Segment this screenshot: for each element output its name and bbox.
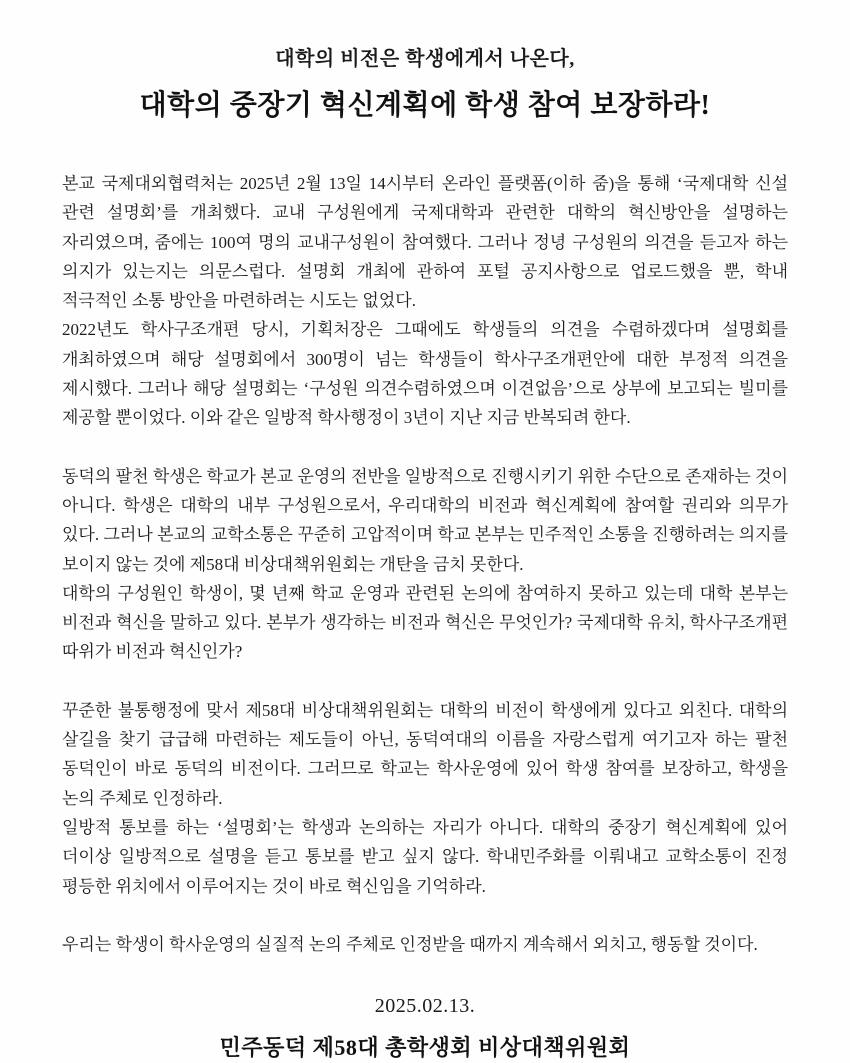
statement-date: 2025.02.13.	[374, 995, 476, 1018]
statement-signature: 민주동덕 제58대 총학생회 비상대책위원회	[219, 1035, 631, 1061]
paragraph-block-1	[62, 169, 788, 433]
paragraph-6: 일방적 통보를 하는 ‘설명회’는 학생과 논의하는 자리가 아니다. 대학의 중장기 혁신계획에 있어 더이상 일방적으로 설명을 듣고 통보를 받고 싶지 않다. 학내민주화를 이뤄내고 교학소통이 진정 평등한 위치에서 이루어지는 것이 바로 혁신임을 기억하라.	[62, 817, 788, 896]
page-title: 대학의 중장기 혁신계획에 학생 참여 보장하라!	[139, 90, 711, 121]
paragraph-3: 동덕의 팔천 학생은 학교가 본교 운영의 전반을 일방적으로 진행시키기 위한 수단으로 존재하는 것이 아니다. 학생은 대학의 내부 구성원으로서, 우리대학의 비전과 혁신계획에 참여할 권리와 의무가 있다. 그러나 본교의 교학소통은 꾸준히 고압적이며 학교 본부는 민주적인 소통을 진행하려는 의지를 보이지 않는 것에 제58대 비상대책위원회는 개탄을 금치 못한다.	[62, 466, 788, 574]
document-header	[62, 42, 788, 123]
paragraph-block-4	[62, 930, 788, 959]
paragraph-4: 대학의 구성원인 학생이, 몇 년째 학교 운영과 관련된 논의에 참여하지 못하고 있는데 대학 본부는 비전과 혁신을 말하고 있다. 본부가 생각하는 비전과 혁신은 무엇인가? 국제대학 유치, 학사구조개편 따위가 비전과 혁신인가?	[62, 583, 788, 662]
title-subline: 대학의 비전은 학생에게서 나온다,	[275, 48, 575, 70]
document-footer	[62, 995, 788, 1062]
paragraph-7: 우리는 학생이 학사운영의 실질적 논의 주체로 인정받을 때까지 계속해서 외치고, 행동할 것이다.	[62, 934, 758, 954]
statement-body	[62, 169, 788, 959]
paragraph-1: 본교 국제대외협력처는 2025년 2월 13일 14시부터 온라인 플랫폼(이하 줌)을 통해 ‘국제대학 신설 관련 설명회’를 개최했다. 교내 구성원에게 국제대학과 관련한 대학의 혁신방안을 설명하는 자리였으며, 줌에는 100여 명의 교내구성원이 참여했다. 그러나 정녕 구성원의 의견을 듣고자 하는 의지가 있는지는 의문스럽다. 설명회 개최에 관하여 포털 공지사항으로 업로드했을 뿐, 학내 적극적인 소통 방안을 마련하려는 시도는 없었다.	[62, 174, 788, 311]
paragraph-block-2	[62, 462, 788, 667]
paragraph-block-3	[62, 696, 788, 901]
paragraph-2: 2022년도 학사구조개편 당시, 기획처장은 그때에도 학생들의 의견을 수렴하겠다며 설명회를 개최하였으며 해당 설명회에서 300명이 넘는 학생들이 학사구조개편안에 대한 부정적 의견을 제시했다. 그러나 해당 설명회는 ‘구성원 의견수렴하였으며 이견없음’으로 상부에 보고되는 빌미를 제공할 뿐이었다. 이와 같은 일방적 학사행정이 3년이 지난 지금 반복되려 한다.	[62, 320, 788, 428]
paragraph-5: 꾸준한 불통행정에 맞서 제58대 비상대책위원회는 대학의 비전이 학생에게 있다고 외친다. 대학의 살길을 찾기 급급해 마련하는 제도들이 아닌, 동덕여대의 이름을 자랑스럽게 여기고자 하는 팔천 동덕인이 바로 동덕의 비전이다. 그러므로 학교는 학사운영에 있어 학생 참여를 보장하고, 학생을 논의 주체로 인정하라.	[62, 700, 788, 808]
